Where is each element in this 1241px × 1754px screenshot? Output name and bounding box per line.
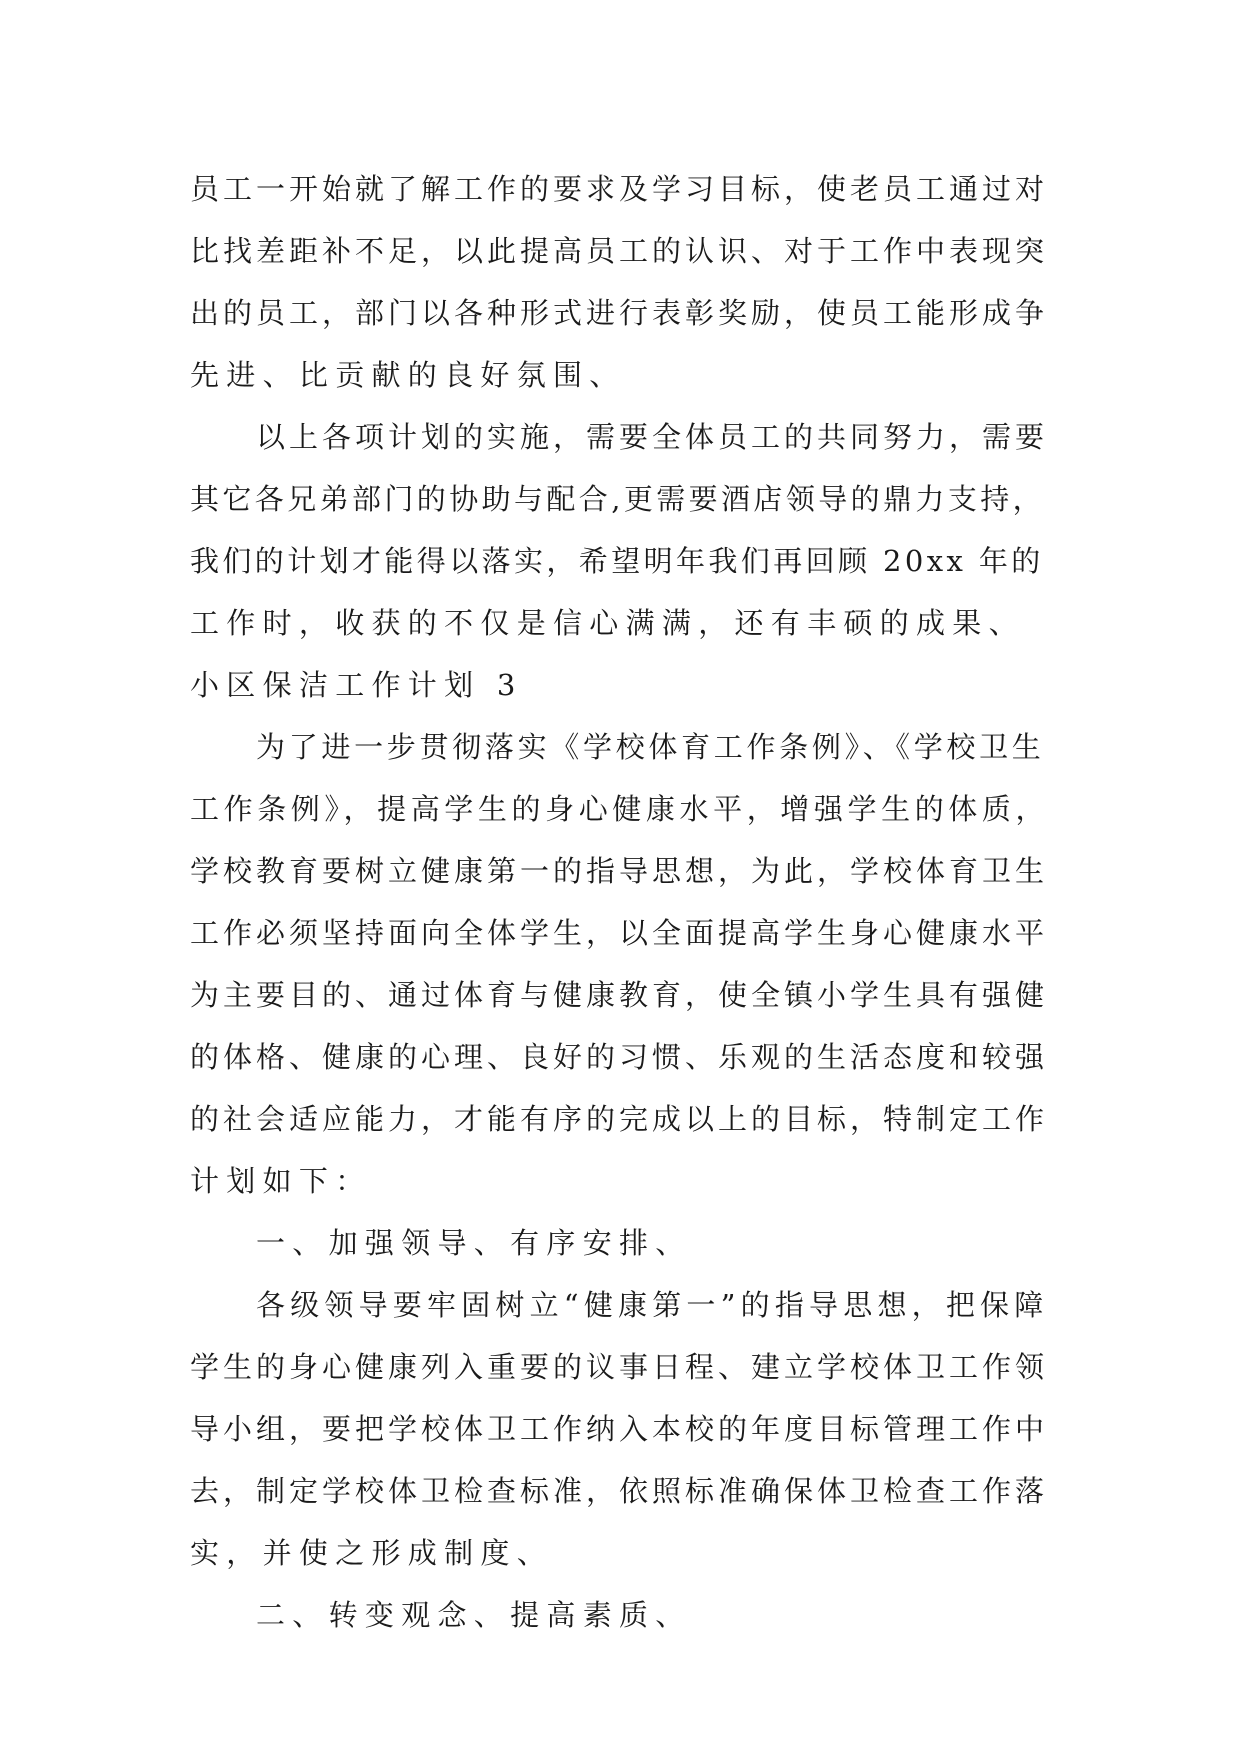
text-line: 员工一开始就了解工作的要求及学习目标，使老员工通过对 xyxy=(190,172,1049,206)
text-line: 工作时，收获的不仅是信心满满，还有丰硕的成果、 xyxy=(190,606,1025,640)
text-line: 的体格、健康的心理、良好的习惯、乐观的生活态度和较强 xyxy=(190,1040,1049,1074)
text-line: 去，制定学校体卫检查标准，依照标准确保体卫检查工作落 xyxy=(190,1474,1049,1508)
text-line: 导小组，要把学校体卫工作纳入本校的年度目标管理工作中 xyxy=(190,1412,1049,1446)
text-line: 实，并使之形成制度、 xyxy=(190,1536,554,1570)
text-line: 我们的计划才能得以落实，希望明年我们再回顾 20xx 年的 xyxy=(190,544,1044,578)
text-line: 工作必须坚持面向全体学生，以全面提高学生身心健康水平 xyxy=(190,916,1049,950)
text-line: 计划如下： xyxy=(190,1164,372,1198)
text-line: 为主要目的、通过体育与健康教育，使全镇小学生具有强健 xyxy=(190,978,1049,1012)
text-line: 学生的身心健康列入重要的议事日程、建立学校体卫工作领 xyxy=(190,1350,1049,1384)
text-line: 以上各项计划的实施，需要全体员工的共同努力，需要 xyxy=(256,420,1049,454)
text-line: 二、转变观念、提高素质、 xyxy=(256,1598,692,1632)
text-line: 小区保洁工作计划 3 xyxy=(190,668,523,702)
text-line: 其它各兄弟部门的协助与配合,更需要酒店领导的鼎力支持， xyxy=(190,482,1046,516)
document-page xyxy=(190,158,1050,1646)
document-body xyxy=(190,158,1050,1646)
text-line: 的社会适应能力，才能有序的完成以上的目标，特制定工作 xyxy=(190,1102,1049,1136)
text-line: 为了进一步贯彻落实《学校体育工作条例》、《学校卫生 xyxy=(256,730,1045,764)
text-line: 学校教育要树立健康第一的指导思想，为此，学校体育卫生 xyxy=(190,854,1049,888)
text-line: 出的员工，部门以各种形式进行表彰奖励，使员工能形成争 xyxy=(190,296,1049,330)
text-line: 工作条例》，提高学生的身心健康水平，增强学生的体质， xyxy=(190,792,1050,826)
text-line: 各级领导要牢固树立“健康第一”的指导思想，把保障 xyxy=(256,1288,1049,1322)
text-line: 先进、比贡献的良好氛围、 xyxy=(190,358,626,392)
text-line: 一、加强领导、有序安排、 xyxy=(256,1226,692,1260)
text-line: 比找差距补不足，以此提高员工的认识、对于工作中表现突 xyxy=(190,234,1049,268)
